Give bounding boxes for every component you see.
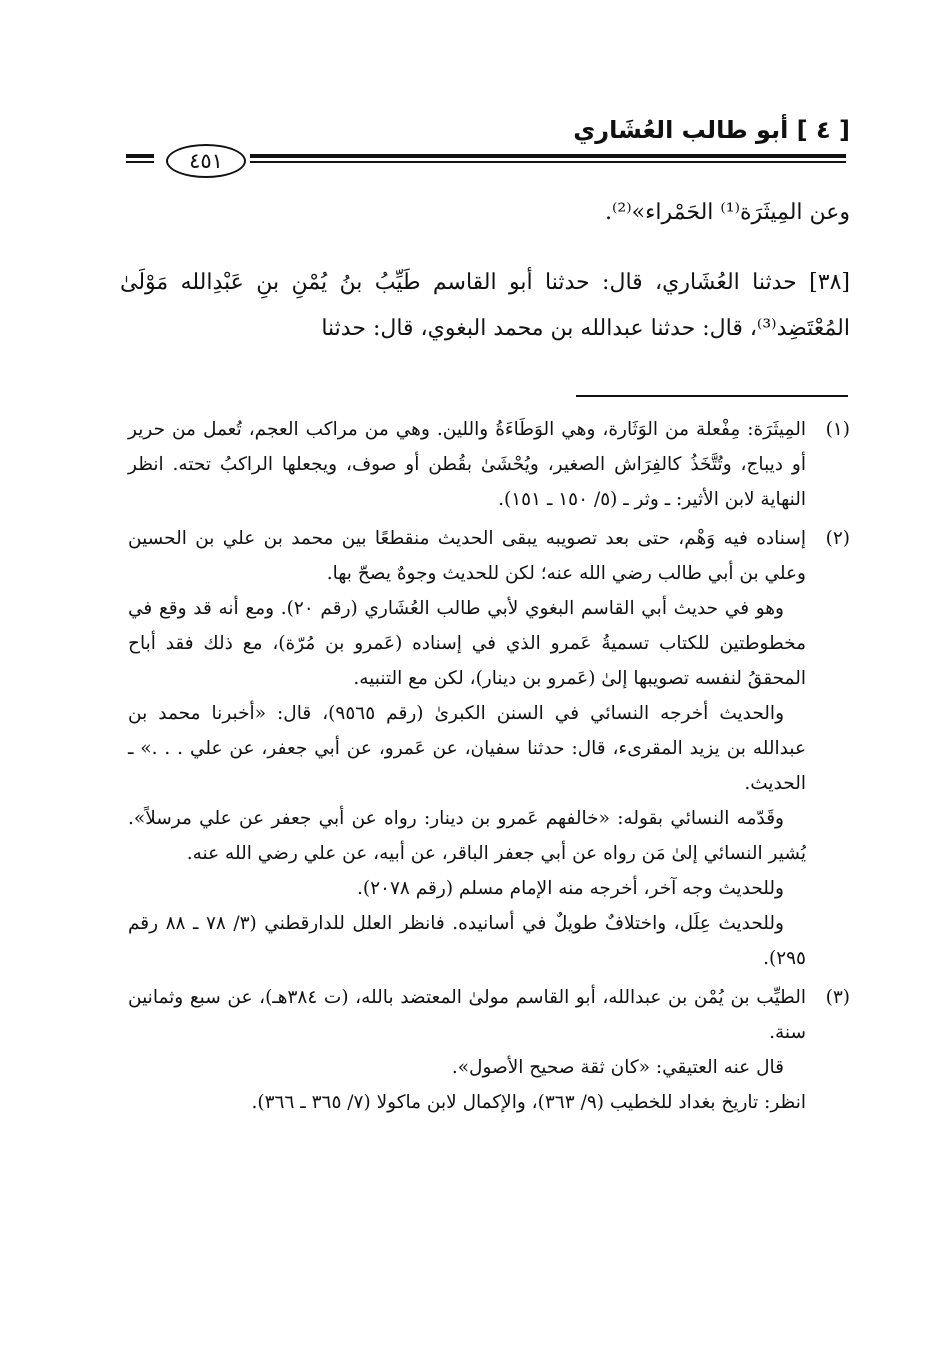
footnote-3: [128, 980, 850, 1120]
running-header-title: [ ٤ ] أبو طالب العُشَاري: [573, 116, 850, 144]
footnote-paragraph: وللحديث عِلَل، واختلافٌ طويلٌ في أسانيده. فانظر العلل للدارقطني (٣/ ٧٨ ـ ٨٨ رقم ٢٩٥).: [128, 913, 806, 969]
header-rule: [126, 146, 846, 176]
footnote-number: (٢): [825, 528, 850, 549]
rule-left-thick: [126, 154, 154, 158]
footnote-paragraph: وللحديث وجه آخر، أخرجه منه الإمام مسلم (رقم ٢٠٧٨).: [356, 878, 784, 899]
footnote-paragraph: المِيثَرَة: مِفْعلة من الوَثَارة، وهي الوَطَاءَةُ واللين. وهي من مراكب العجم، تُعمل من حرير أو ديباج، وتُتَّخَذُ كالفِرَاش الصغير، ويُحْشَىٰ بقُطن أو صوف، ويجعلها الراكبُ تحته. انظر النهاية لابن الأثير: ـ وثر ـ (٥/ ١٥٠ ـ ١٥١).: [128, 419, 806, 510]
footnote-paragraph: قال عنه العتيقي: «كان ثقة صحيح الأصول».: [451, 1057, 784, 1078]
footnote-paragraph: وهو في حديث أبي القاسم البغوي لأبي طالب العُشَاري (رقم ٢٠). ومع أنه قد وقع في مخطوطتين للكتاب تسميةُ عَمرو الذي في إسناده (عَمرو بن مُرّة)، مع ذلك فقد أباح المحققُ لنفسه تصويبها إلىٰ (عَمرو بن دينار)، لكن مع التنبيه.: [128, 598, 806, 689]
footnote-paragraph: وقَدّمه النسائي بقوله: «خالفهم عَمرو بن دينار: رواه عن أبي جعفر عن علي مرسلاً». يُشير النسائي إلىٰ مَن رواه عن أبي جعفر الباقر، عن أبيه، عن علي رضي الله عنه.: [128, 808, 806, 864]
footnote-number: (٣): [825, 987, 850, 1008]
footnote-1: [128, 412, 850, 517]
footnote-number: (١): [825, 419, 850, 440]
footnote-paragraph: الطيِّب بن يُمْن بن عبدالله، أبو القاسم مولىٰ المعتضد بالله، (ت ٣٨٤هـ)، عن سبع وثمانين سنة.: [128, 987, 806, 1043]
main-paragraph: وعن المِيثَرَة⁽¹⁾ الحَمْراء»⁽²⁾.: [604, 200, 850, 225]
page-number: ٤٥١: [166, 144, 246, 178]
footnote-paragraph: إسناده فيه وَهْم، حتى بعد تصويبه يبقى الحديث منقطعًا بين محمد بن علي بن الحسين وعلي بن أبي طالب رضي الله عنه؛ لكن للحديث وجوهٌ يصحّ بها.: [128, 528, 806, 584]
main-paragraph: [٣٨] حدثنا العُشَاري، قال: حدثنا أبو القاسم طَيِّبُ بنُ يُمْنِ بنِ عَبْدِالله مَوْلَىٰ المُعْتَضِد⁽³⁾، قال: حدثنا عبدالله بن محمد البغوي، قال: حدثنا: [120, 270, 850, 341]
rule-left-thin: [126, 161, 154, 163]
rule-thick: [250, 154, 846, 158]
footnote-2: [128, 521, 850, 976]
footnote-paragraph: والحديث أخرجه النسائي في السنن الكبرىٰ (رقم ٩٥٦٥)، قال: «أخبرنا محمد بن عبدالله بن يزيد المقرىء، قال: حدثنا سفيان، عن عَمرو، عن أبي جعفر، عن علي . . .» ـ الحديث.: [128, 703, 806, 794]
main-text: [120, 190, 850, 352]
footnote-paragraph: انظر: تاريخ بغداد للخطيب (٩/ ٣٦٣)، والإكمال لابن ماكولا (٧/ ٣٦٥ ـ ٣٦٦).: [251, 1092, 806, 1113]
footnote-separator: [576, 395, 848, 397]
rule-thin: [250, 161, 846, 163]
footnotes: [128, 412, 850, 1124]
